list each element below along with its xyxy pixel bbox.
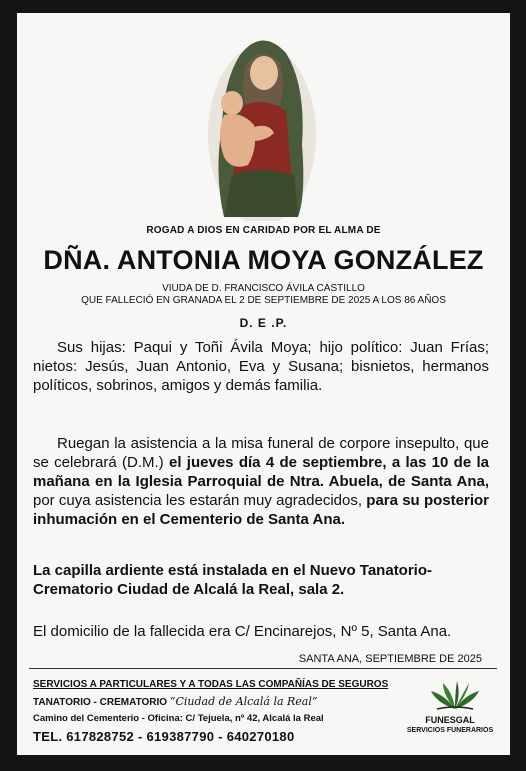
- widow-line: VIUDA DE D. FRANCISCO ÁVILA CASTILLO: [162, 283, 365, 294]
- address-line: Camino del Cementerio - Oficina: C/ Tejuela, nº 42, Alcalá la Real: [33, 713, 324, 724]
- address-paragraph: El domicilio de la fallecida era C/ Encinarejos, Nº 5, Santa Ana.: [33, 623, 452, 640]
- brand-name: FUNESGAL: [425, 715, 475, 725]
- chapel-paragraph: La capilla ardiente está instalada en el Nuevo Tanatorio-Crematorio Ciudad de Alcalá la Real, sala 2.: [33, 562, 433, 598]
- funeral-paragraph: [33, 434, 489, 529]
- family-paragraph: Sus hijas: Paqui y Toñi Ávila Moya; hijo político: Juan Frías; nietos: Jesús, Juan Antonio, Eva y Susana; bisnietos, hermanos políticos, sobrinos, amigos y demás familia.: [33, 339, 489, 394]
- footer-divider: [29, 668, 497, 669]
- request-prayer-line: ROGAD A DIOS EN CARIDAD POR EL ALMA DE: [146, 225, 381, 236]
- phone-line: TEL. 617828752 - 619387790 - 640270180: [33, 729, 295, 744]
- rip-line: D. E .P.: [239, 316, 288, 330]
- leaf-fan-logo-icon: [427, 681, 483, 711]
- deceased-name: DÑA. ANTONIA MOYA GONZÁLEZ: [43, 245, 484, 275]
- brand-subtitle: SERVICIOS FUNERARIOS: [406, 727, 494, 734]
- burial-info: para su posterior inhumación en el Cementerio de Santa Ana.: [33, 492, 489, 528]
- funeral-text-1: Ruegan la asistencia a la misa funeral de corpore insepulto, que se celebrará (D.M.): [33, 435, 489, 471]
- virgin-and-child-icon: [202, 25, 322, 221]
- services-line: SERVICIOS A PARTICULARES Y A TODAS LAS COMPAÑÍAS DE SEGUROS: [33, 679, 389, 690]
- funeral-text-2: por cuya asistencia les estarán muy agradecidos,: [33, 492, 367, 509]
- tanatorio-label: TANATORIO - CREMATORIO: [33, 697, 168, 708]
- tanatorio-city: “Ciudad de Alcalá la Real”: [169, 695, 318, 708]
- obituary-card: [17, 13, 510, 755]
- funeral-datetime-place: el jueves día 4 de septiembre, a las 10 de la mañana en la Iglesia Parroquial de Ntra. Abuela, de Santa Ana,: [33, 454, 489, 490]
- death-details-line: QUE FALLECIÓ EN GRANADA EL 2 DE SEPTIEMBRE DE 2025 A LOS 86 AÑOS: [81, 295, 446, 306]
- place-date: SANTA ANA, SEPTIEMBRE DE 2025: [298, 653, 482, 665]
- tanatorio-line: [33, 695, 318, 708]
